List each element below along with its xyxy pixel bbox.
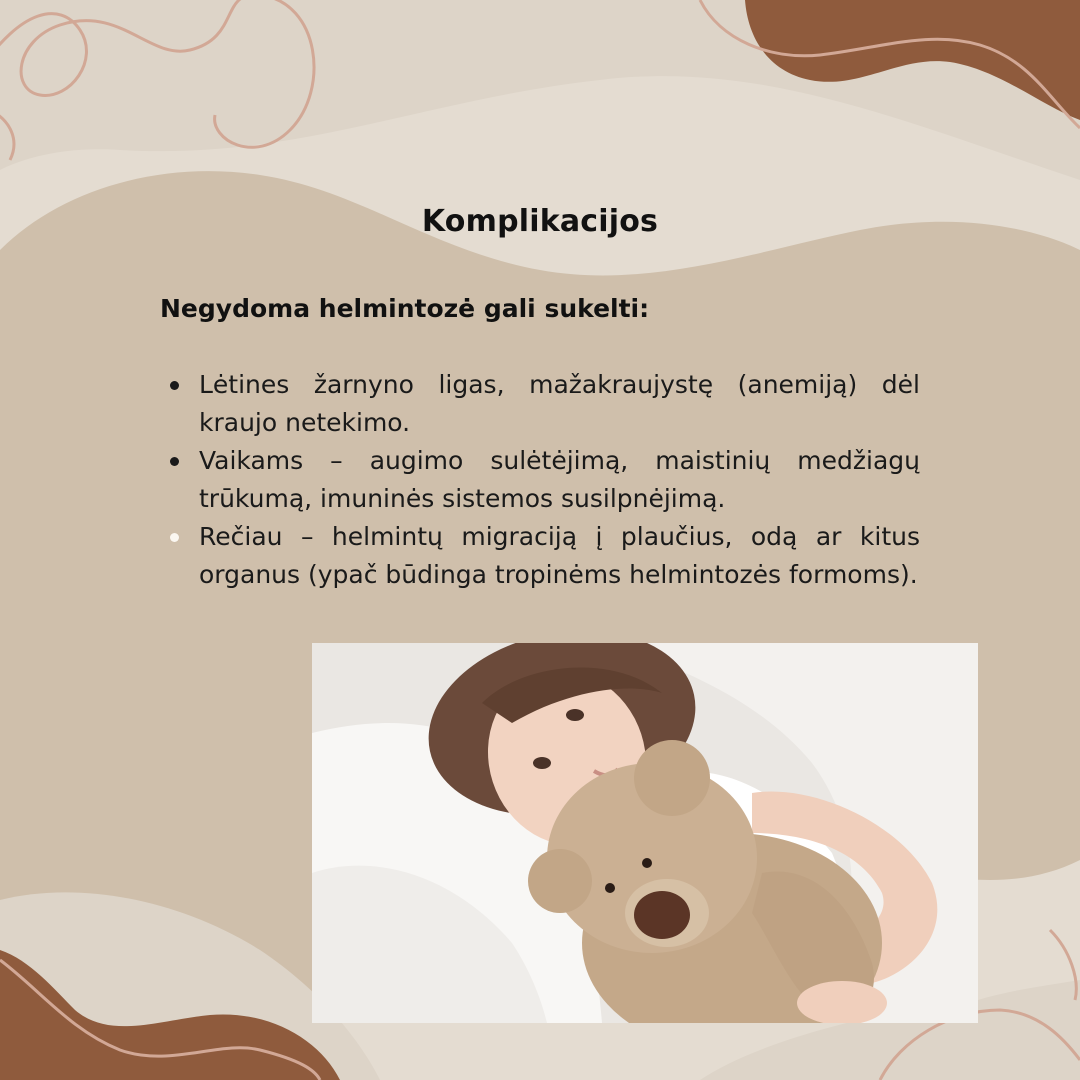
intro-heading: Negydoma helmintozė gali sukelti: — [160, 294, 650, 323]
bullet-dot-icon — [170, 533, 179, 542]
teddy-nose — [634, 891, 690, 939]
sick-child-with-teddy-bear-photo — [312, 643, 978, 1023]
bullet-dot-icon — [170, 457, 179, 466]
list-item-text: Vaikams – augimo sulėtėjimą, maistinių medžiagų trūkumą, imuninės sistemos susilpnėjimą. — [199, 446, 920, 513]
list-item — [160, 366, 920, 442]
list-item — [160, 442, 920, 518]
bullet-dot-icon — [170, 381, 179, 390]
list-item — [160, 518, 920, 594]
list-item-text: Lėtines žarnyno ligas, mažakraujystę (anemiją) dėl kraujo netekimo. — [199, 370, 920, 437]
list-item-text: Rečiau – helmintų migraciją į plaučius, odą ar kitus organus (ypač būdinga tropinėms helmintozės formoms). — [199, 522, 920, 589]
complications-list — [160, 366, 920, 594]
slide-title: Komplikacijos — [421, 204, 659, 239]
